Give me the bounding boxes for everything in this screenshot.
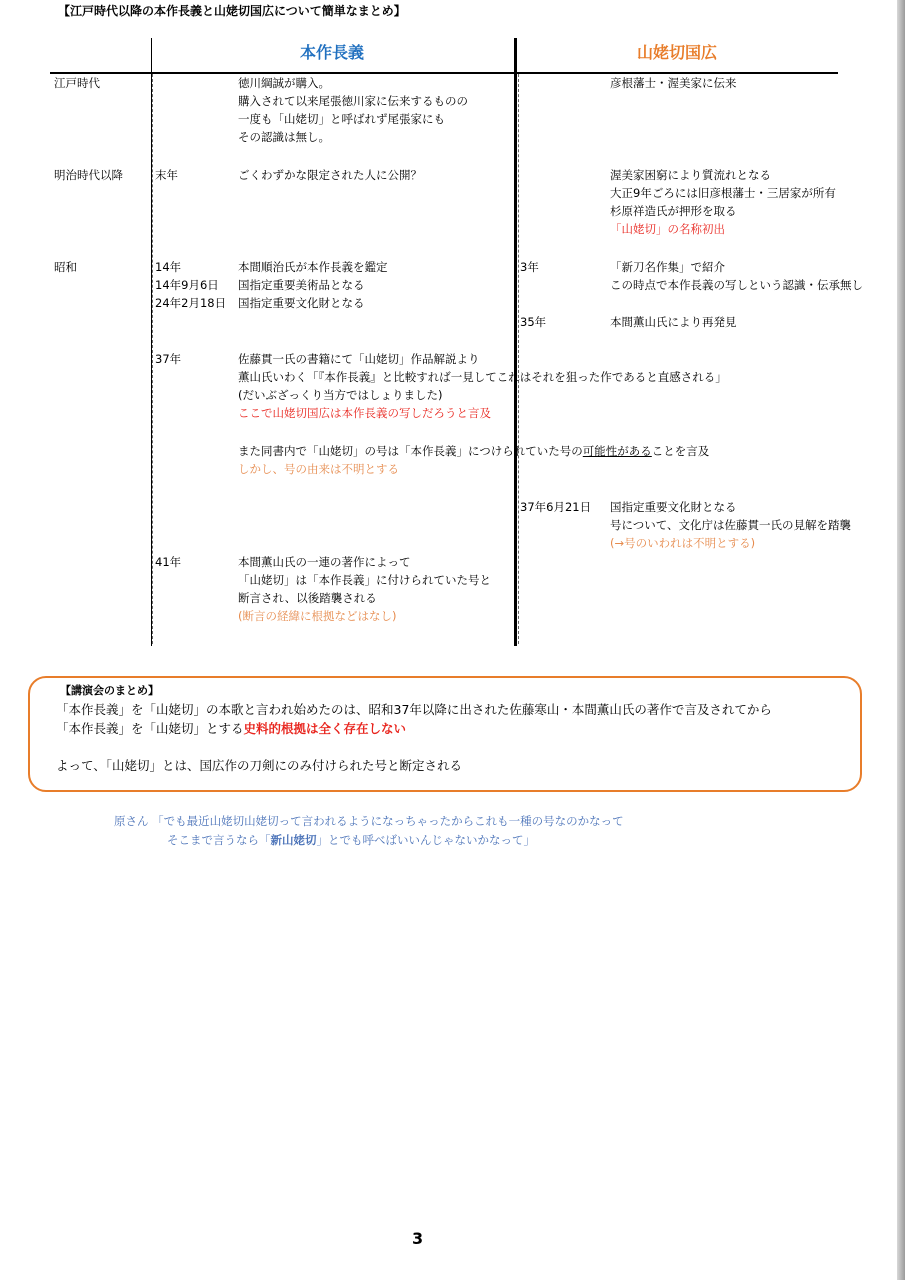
meiji-right-line: 杉原祥造氏が押形を取る — [610, 204, 737, 218]
s37-note: しかし、号の由来は不明とする — [238, 462, 399, 476]
era-label-showa: 昭和 — [54, 260, 77, 274]
era-label-edo: 江戸時代 — [54, 76, 100, 90]
summary-text: 「本作長義」を「山姥切」とする — [56, 721, 244, 736]
meiji-right-line: 大正9年ごろには旧彦根藩士・三居家が所有 — [610, 186, 836, 200]
edo-left-line: その認識は無し。 — [238, 130, 330, 144]
showa-year: 14年 — [155, 260, 182, 274]
summary-line: 「本作長義」を「山姥切」の本歌と言われ始めたのは、昭和37年以降に出された佐藤寒山・本間薫山氏の著作で言及されてから — [56, 702, 772, 717]
era-label-meiji: 明治時代以降 — [54, 168, 123, 182]
page-edge-shadow — [897, 0, 905, 1280]
edo-right-line: 彦根藩士・渥美家に伝来 — [610, 76, 737, 90]
summary-heading: 【講演会のまとめ】 — [60, 684, 159, 697]
s37-year: 37年 — [155, 352, 182, 366]
s37-right-year: 37年6月21日 — [520, 500, 592, 514]
s37-line: 佐藤貫一氏の書籍にて「山姥切」作品解説より — [238, 352, 480, 366]
s41-year: 41年 — [155, 555, 182, 569]
meiji-year: 末年 — [155, 168, 178, 182]
meiji-right-emphasis: 「山姥切」の名称初出 — [610, 222, 725, 236]
quote-text: そこまで言うなら「 — [167, 833, 271, 847]
summary-line-2 — [56, 720, 406, 738]
quote-line-2 — [167, 831, 535, 849]
quote-text: 」とでも呼べばいいんじゃないかなって」 — [316, 833, 535, 847]
dashed-guide — [518, 74, 519, 644]
meiji-left-line: ごくわずかな限定された人に公開？ — [238, 168, 422, 182]
s41-line: 本間薫山氏の一連の著作によって — [238, 555, 411, 569]
page-number: 3 — [412, 1229, 424, 1248]
s41-line: 「山姥切」は「本作長義」に付けられていた号と — [238, 573, 491, 587]
showa-right-line: 本間薫山氏により再発見 — [610, 315, 737, 329]
s37-line: (だいぶざっくり当方ではしょりました) — [238, 388, 443, 402]
quote-bold: 新山姥切 — [270, 833, 317, 847]
s37-also-underline: 可能性がある — [582, 444, 652, 458]
column-header-yamanbagiri: 山姥切国広 — [637, 43, 718, 62]
showa-right-line: 「新刀名作集」で紹介 — [610, 260, 725, 274]
showa-right-year: 35年 — [520, 315, 547, 329]
meiji-right-line: 渥美家困窮により質流れとなる — [610, 168, 771, 182]
showa-right-line: この時点で本作長義の写しという認識・伝承無し — [610, 278, 863, 292]
s41-note: (断言の経緯に根拠などはなし) — [238, 609, 397, 623]
s37-right-note: (→号のいわれは不明とする) — [610, 536, 756, 550]
s37-right-line: 国指定重要文化財となる — [610, 500, 737, 514]
center-divider-line — [514, 38, 517, 646]
s41-line: 断言され、以後踏襲される — [238, 591, 377, 605]
showa-year: 24年2月18日 — [155, 296, 227, 310]
s37-line: 薫山氏いわく「『本作長義』と比較すれば一見してこれはそれを狙った作であると直感される」 — [238, 370, 727, 384]
summary-emphasis: 史料的根拠は全く存在しない — [243, 721, 407, 736]
page-title: 【江戸時代以降の本作長義と山姥切国広について簡単なまとめ】 — [58, 4, 406, 18]
quote-line: 原さん 「でも最近山姥切山姥切って言われるようになっちゃったからこれも一種の号なのかなって — [114, 814, 624, 828]
showa-left-line: 国指定重要美術品となる — [238, 278, 365, 292]
s37-also-line — [238, 442, 709, 460]
showa-right-year: 3年 — [520, 260, 539, 274]
column-header-honsaku: 本作長義 — [300, 43, 365, 62]
showa-left-line: 国指定重要文化財となる — [238, 296, 365, 310]
s37-right-line: 号について、文化庁は佐藤貫一氏の見解を踏襲 — [610, 518, 852, 532]
edo-left-line: 徳川綱誠が購入。 — [238, 76, 330, 90]
summary-conclusion: よって、「山姥切」とは、国広作の刀剣にのみ付けられた号と断定される — [56, 758, 463, 773]
s37-also-text: ことを言及 — [651, 444, 710, 458]
s37-emphasis: ここで山姥切国広は本作長義の写しだろうと言及 — [238, 406, 491, 420]
showa-left-line: 本間順治氏が本作長義を鑑定 — [238, 260, 388, 274]
s37-also-text: また同書内で「山姥切」の号は「本作長義」につけられていた号の — [238, 444, 583, 458]
dashed-guide — [152, 74, 153, 644]
edo-left-line: 購入されて以来尾張徳川家に伝来するものの — [238, 94, 468, 108]
showa-year: 14年9月6日 — [155, 278, 219, 292]
edo-left-line: 一度も「山姥切」と呼ばれず尾張家にも — [238, 112, 445, 126]
